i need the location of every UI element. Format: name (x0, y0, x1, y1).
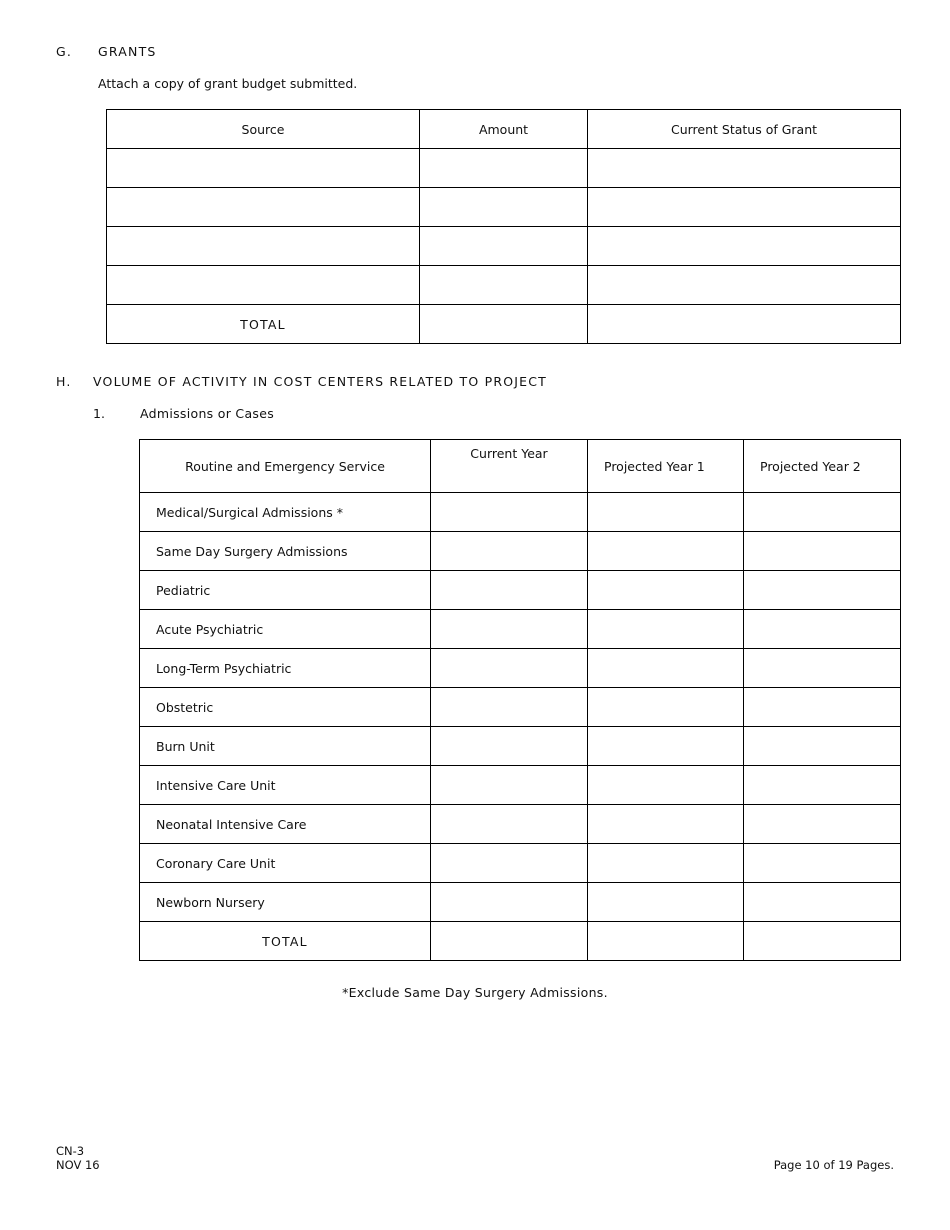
grants-col-source: Source (107, 110, 420, 149)
grants-source-cell[interactable] (107, 188, 420, 227)
current-year-cell[interactable] (431, 844, 588, 883)
projected-year-1-cell[interactable] (588, 532, 744, 571)
admissions-row (140, 844, 901, 883)
projected-year-2-total-cell[interactable] (744, 922, 901, 961)
current-year-cell[interactable] (431, 688, 588, 727)
grants-amount-cell[interactable] (420, 188, 588, 227)
section-g-title: GRANTS (98, 44, 157, 59)
grants-col-status: Current Status of Grant (588, 110, 901, 149)
grants-source-cell[interactable] (107, 266, 420, 305)
section-g-instruction: Attach a copy of grant budget submitted. (98, 76, 358, 91)
current-year-total-cell[interactable] (431, 922, 588, 961)
page-number: Page 10 of 19 Pages. (773, 1158, 894, 1172)
admissions-row (140, 766, 901, 805)
projected-year-1-cell[interactable] (588, 571, 744, 610)
projected-year-2-cell[interactable] (744, 766, 901, 805)
admissions-row (140, 805, 901, 844)
projected-year-2-cell[interactable] (744, 883, 901, 922)
admissions-footnote: *Exclude Same Day Surgery Admissions. (342, 985, 608, 1000)
admissions-row-label: Acute Psychiatric (140, 610, 431, 649)
section-h-sub-number: 1. (93, 406, 105, 421)
admissions-row-label: Pediatric (140, 571, 431, 610)
grants-status-cell[interactable] (588, 266, 901, 305)
grants-status-cell[interactable] (588, 227, 901, 266)
admissions-col-service: Routine and Emergency Service (140, 440, 431, 493)
projected-year-2-cell[interactable] (744, 805, 901, 844)
admissions-total-row (140, 922, 901, 961)
form-id: CN-3 (56, 1144, 85, 1158)
admissions-col-current-year: Current Year (431, 440, 588, 493)
grants-status-cell[interactable] (588, 149, 901, 188)
current-year-cell[interactable] (431, 493, 588, 532)
projected-year-1-cell[interactable] (588, 805, 744, 844)
section-h-title: VOLUME OF ACTIVITY IN COST CENTERS RELATED TO PROJECT (93, 374, 548, 389)
grants-col-amount: Amount (420, 110, 588, 149)
admissions-row-label: Newborn Nursery (140, 883, 431, 922)
current-year-cell[interactable] (431, 610, 588, 649)
grants-source-cell[interactable] (107, 149, 420, 188)
admissions-row (140, 610, 901, 649)
admissions-row (140, 883, 901, 922)
projected-year-2-cell[interactable] (744, 532, 901, 571)
current-year-cell[interactable] (431, 766, 588, 805)
admissions-table (139, 439, 901, 961)
projected-year-2-cell[interactable] (744, 727, 901, 766)
admissions-row (140, 727, 901, 766)
grants-source-cell[interactable] (107, 227, 420, 266)
projected-year-1-cell[interactable] (588, 883, 744, 922)
admissions-row-label: Neonatal Intensive Care (140, 805, 431, 844)
projected-year-1-cell[interactable] (588, 493, 744, 532)
admissions-total-label: TOTAL (140, 922, 431, 961)
grants-row (107, 149, 901, 188)
grants-row (107, 188, 901, 227)
grants-total-amount-cell[interactable] (420, 305, 588, 344)
admissions-col-projected-year-2: Projected Year 2 (744, 440, 901, 493)
grants-header-row (107, 110, 901, 149)
current-year-cell[interactable] (431, 571, 588, 610)
projected-year-2-cell[interactable] (744, 649, 901, 688)
projected-year-1-cell[interactable] (588, 688, 744, 727)
admissions-row-label: Intensive Care Unit (140, 766, 431, 805)
projected-year-2-cell[interactable] (744, 493, 901, 532)
current-year-cell[interactable] (431, 532, 588, 571)
admissions-row (140, 688, 901, 727)
section-g-letter: G. (56, 44, 73, 59)
admissions-col-projected-year-1: Projected Year 1 (588, 440, 744, 493)
admissions-row-label: Medical/Surgical Admissions * (140, 493, 431, 532)
grants-total-label: TOTAL (107, 305, 420, 344)
projected-year-1-cell[interactable] (588, 766, 744, 805)
admissions-header-row (140, 440, 901, 493)
current-year-cell[interactable] (431, 883, 588, 922)
current-year-cell[interactable] (431, 727, 588, 766)
grants-total-row (107, 305, 901, 344)
form-date: NOV 16 (56, 1158, 100, 1172)
admissions-row-label: Burn Unit (140, 727, 431, 766)
projected-year-1-cell[interactable] (588, 727, 744, 766)
projected-year-2-cell[interactable] (744, 571, 901, 610)
grants-amount-cell[interactable] (420, 227, 588, 266)
admissions-row (140, 571, 901, 610)
projected-year-1-cell[interactable] (588, 649, 744, 688)
admissions-row (140, 532, 901, 571)
projected-year-1-total-cell[interactable] (588, 922, 744, 961)
admissions-row-label: Obstetric (140, 688, 431, 727)
grants-total-status-cell[interactable] (588, 305, 901, 344)
current-year-cell[interactable] (431, 805, 588, 844)
projected-year-1-cell[interactable] (588, 844, 744, 883)
grants-amount-cell[interactable] (420, 149, 588, 188)
projected-year-2-cell[interactable] (744, 610, 901, 649)
projected-year-2-cell[interactable] (744, 688, 901, 727)
grants-amount-cell[interactable] (420, 266, 588, 305)
admissions-row-label: Coronary Care Unit (140, 844, 431, 883)
grants-row (107, 227, 901, 266)
grants-row (107, 266, 901, 305)
admissions-row-label: Long-Term Psychiatric (140, 649, 431, 688)
grants-status-cell[interactable] (588, 188, 901, 227)
projected-year-2-cell[interactable] (744, 844, 901, 883)
section-h-letter: H. (56, 374, 72, 389)
admissions-row (140, 649, 901, 688)
section-h-sub-title: Admissions or Cases (140, 406, 275, 421)
projected-year-1-cell[interactable] (588, 610, 744, 649)
current-year-cell[interactable] (431, 649, 588, 688)
grants-table (106, 109, 901, 344)
admissions-row (140, 493, 901, 532)
admissions-row-label: Same Day Surgery Admissions (140, 532, 431, 571)
